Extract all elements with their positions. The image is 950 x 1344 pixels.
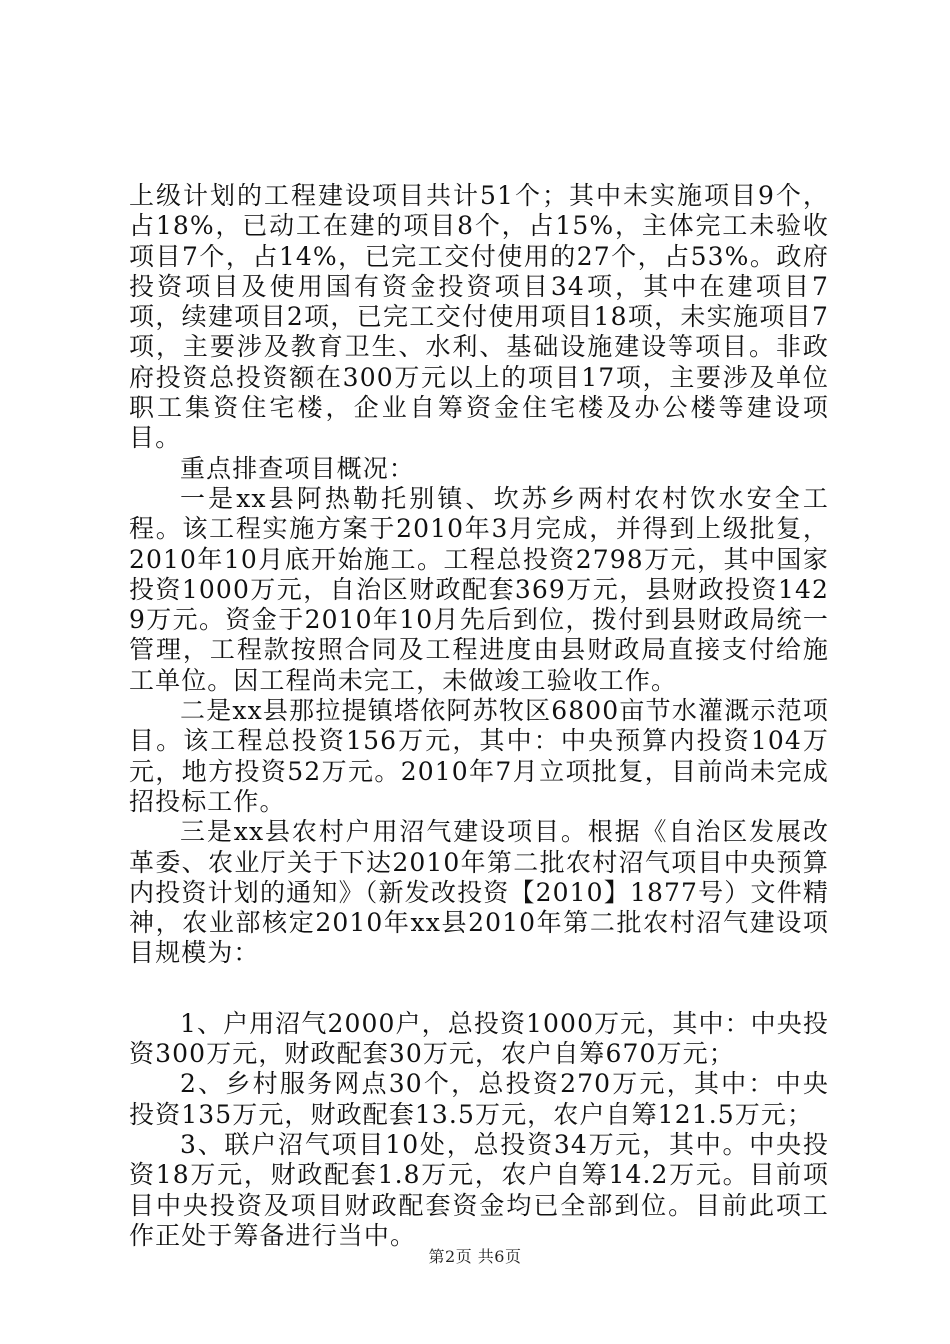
paragraph-project-summary: 上级计划的工程建设项目共计51个；其中未实施项目9个，占18%，已动工在建的项目8个，占15%，主体完工未验收项目7个，占14%，已完工交付使用的27个，占53%。政府投资项目及使用国有资金投资项目34项，其中在建项目7项，续建项目2项，已完工交付使用项目18项，未实施项目7项，主要涉及教育卫生、水利、基础设施建设等项目。非政府投资总投资额在300万元以上的项目17项，主要涉及单位职工集资住宅楼，企业自筹资金住宅楼及办公楼等建设项目。 bbox=[129, 181, 829, 453]
paragraph-heading-key-projects: 重点排查项目概况： bbox=[180, 453, 415, 483]
paragraph-project-1-water-safety: 一是xx县阿热勒托别镇、坎苏乡两村农村饮水安全工程。该工程实施方案于2010年3月完成，并得到上级批复，2010年10月底开始施工。工程总投资2798万元，其中国家投资1000万元，自治区财政配套369万元，县财政投资1429万元。资金于2010年10月先后到位，拨付到县财政局统一管理，工程款按照合同及工程进度由县财政局直接支付给施工单位。因工程尚未完工，未做竣工验收工作。 bbox=[129, 483, 829, 695]
list-item-joint-biogas: 3、联户沼气项目10处，总投资34万元，其中。中央投资18万元，财政配套1.8万元，农户自筹14.2万元。目前项目中央投资及项目财政配套资金均已全部到位。目前此项工作正处于筹备进行当中。 bbox=[129, 1129, 829, 1250]
page-number-footer: 第2页 共6页 bbox=[428, 1247, 522, 1266]
list-item-service-points: 2、乡村服务网点30个，总投资270万元，其中：中央投资135万元，财政配套13.5万元，农户自筹121.5万元； bbox=[129, 1069, 829, 1129]
document-body bbox=[129, 181, 829, 1251]
paragraph-project-3-biogas: 三是xx县农村户用沼气建设项目。根据《自治区发展改革委、农业厅关于下达2010年第二批农村沼气项目中央预算内投资计划的通知》（新发改投资【2010】1877号）文件精神，农业部核定2010年xx县2010年第二批农村沼气建设项目规模为： bbox=[129, 817, 829, 968]
list-item-household-biogas: 1、户用沼气2000户，总投资1000万元，其中：中央投资300万元，财政配套30万元，农户自筹670万元； bbox=[129, 1008, 829, 1069]
paragraph-spacer bbox=[129, 969, 829, 1009]
paragraph-project-2-irrigation: 二是xx县那拉提镇塔依阿苏牧区6800亩节水灌溉示范项目。该工程总投资156万元，其中：中央预算内投资104万元，地方投资52万元。2010年7月立项批复，目前尚未完成招投标工作。 bbox=[129, 696, 829, 816]
